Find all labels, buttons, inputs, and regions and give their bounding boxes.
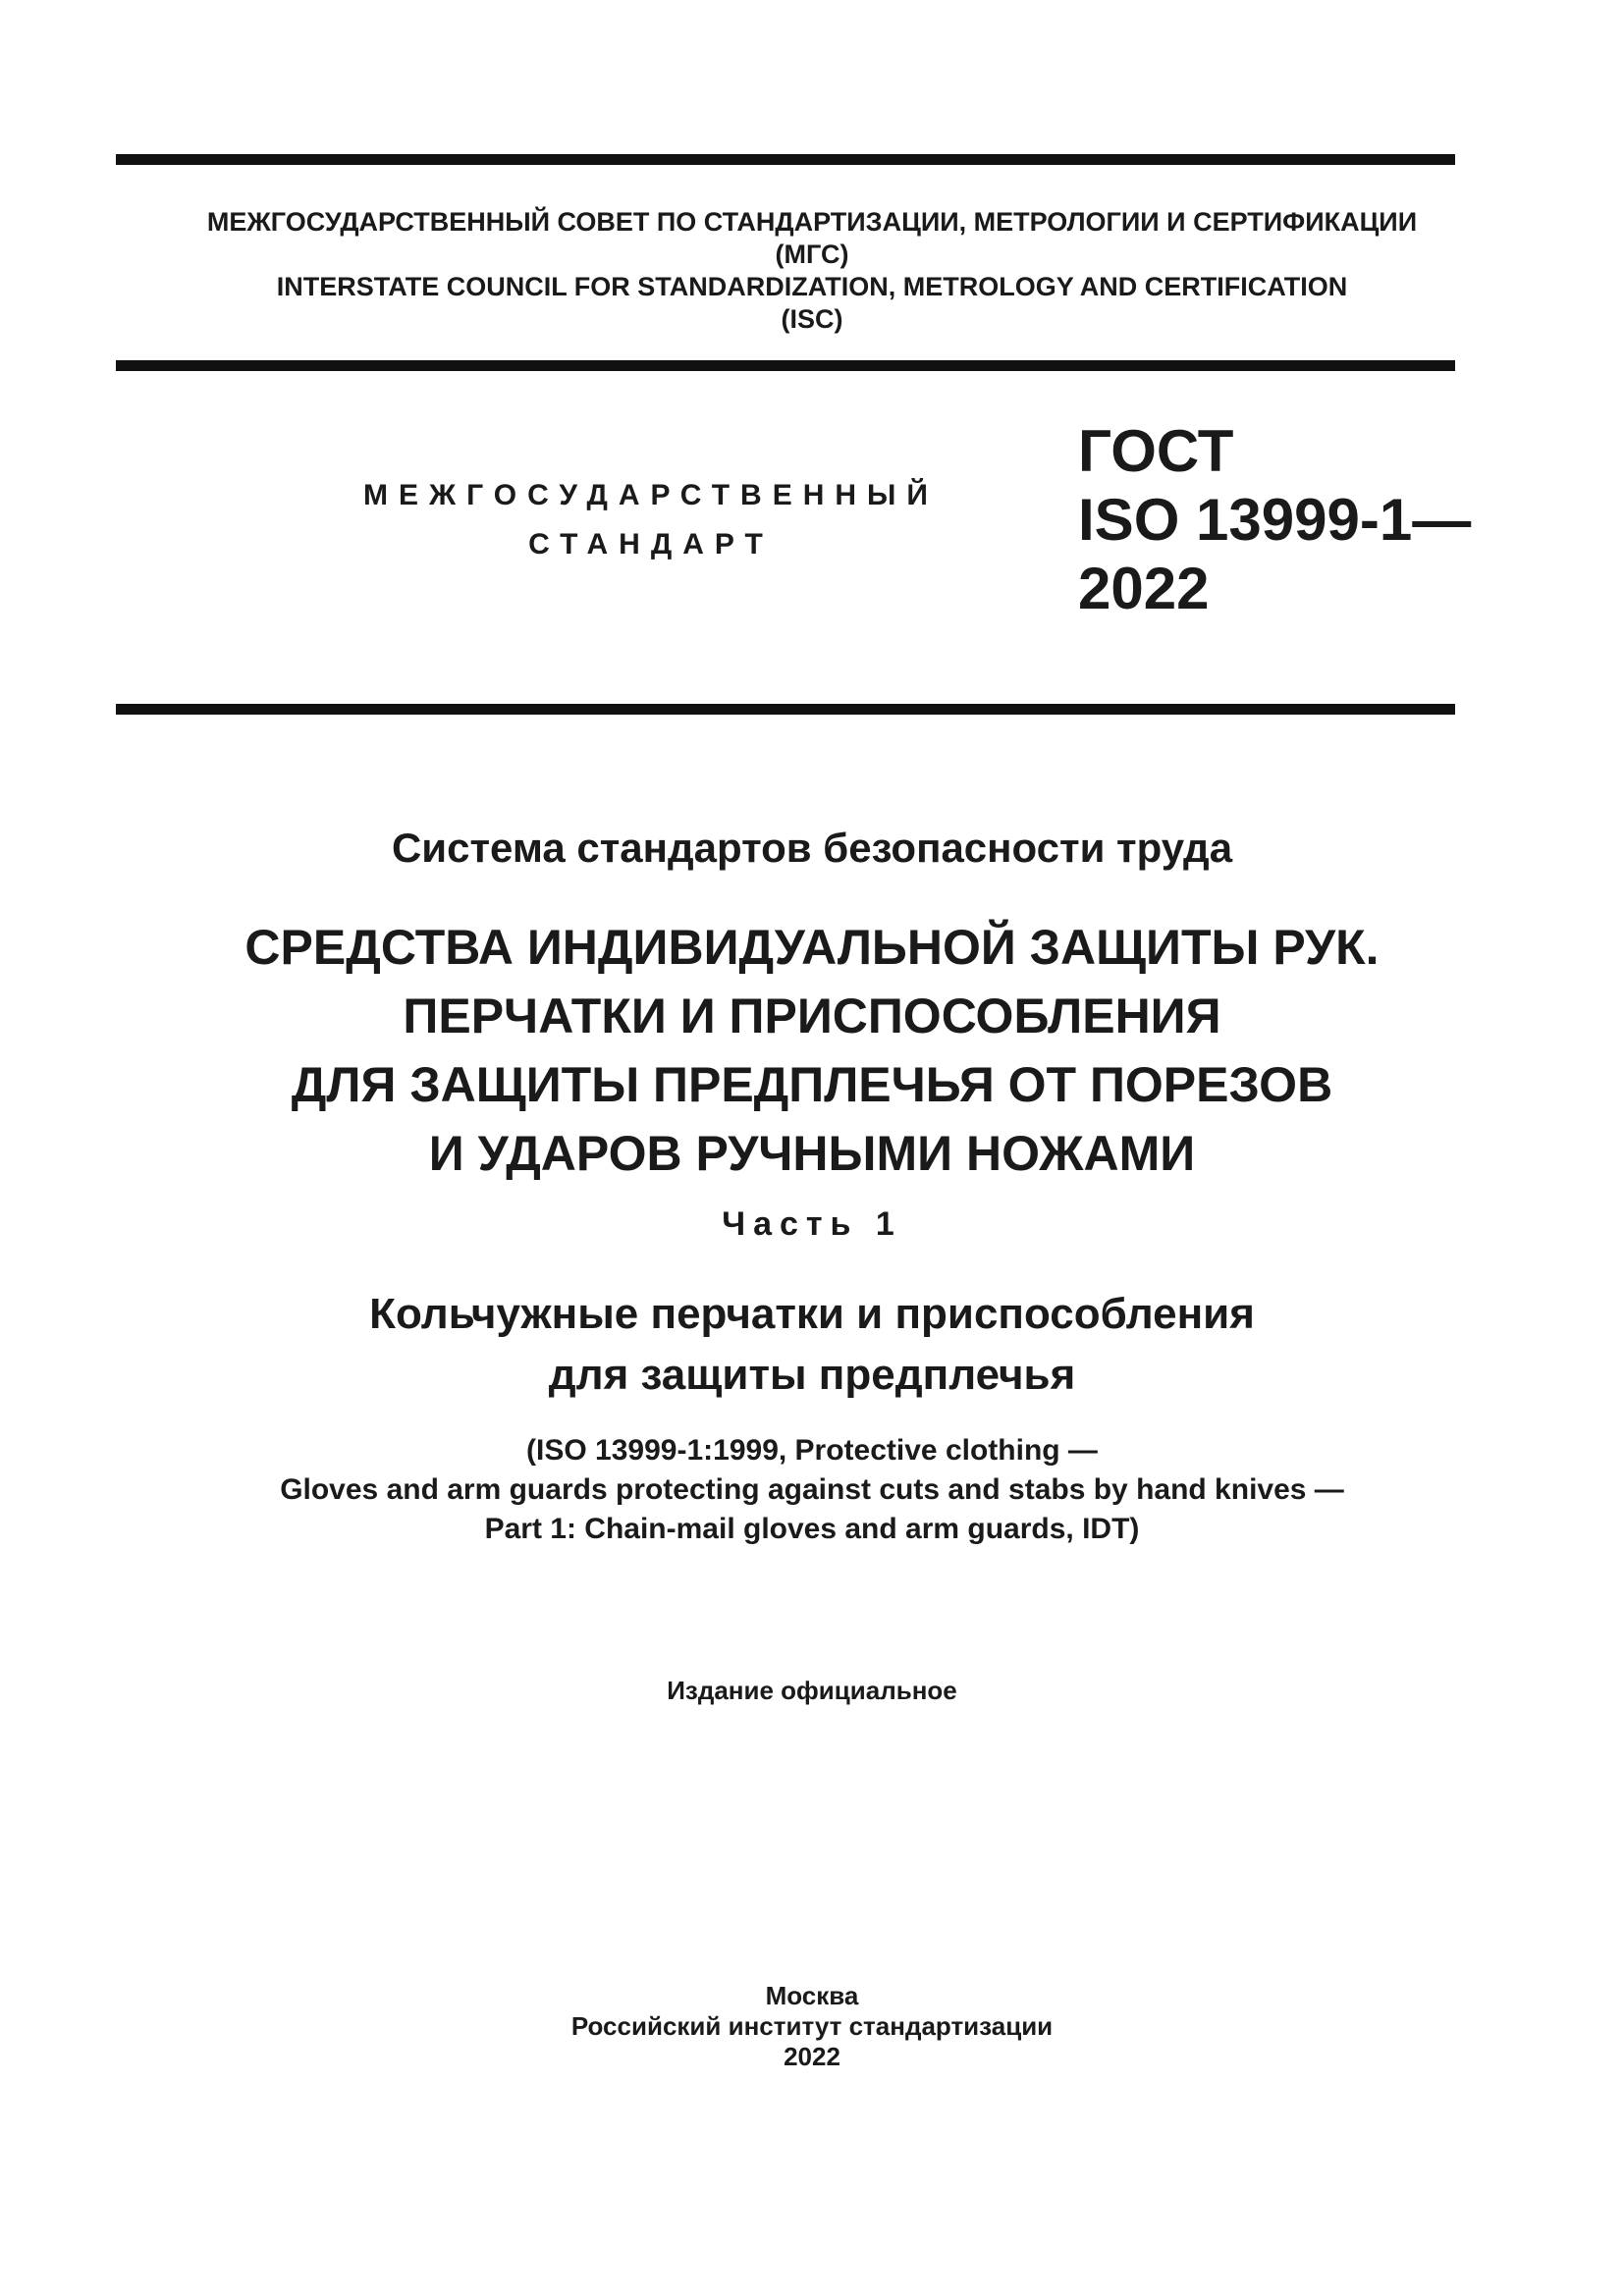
main-title-line: И УДАРОВ РУЧНЫМИ НОЖАМИ <box>428 1126 1196 1181</box>
org-abbr-en: (ISC) <box>781 304 843 334</box>
main-title-line: СРЕДСТВА ИНДИВИДУАЛЬНОЙ ЗАЩИТЫ РУК. <box>244 920 1380 975</box>
part-label: Часть 1 <box>722 1205 902 1243</box>
iso-reference-line: Part 1: Chain-mail gloves and arm guards, IDT) <box>484 1513 1140 1545</box>
middle-rule <box>116 360 1455 371</box>
gost-year: 2022 <box>1078 556 1210 621</box>
gost-label: ГОСТ <box>1078 418 1234 484</box>
year: 2022 <box>784 2042 840 2071</box>
city: Москва <box>765 1981 859 2010</box>
main-title <box>0 913 1624 1188</box>
gost-code: ISO 13999-1— <box>1078 487 1472 553</box>
main-title-line: ДЛЯ ЗАЩИТЫ ПРЕДПЛЕЧЬЯ ОТ ПОРЕЗОВ <box>291 1057 1333 1112</box>
top-rule <box>116 154 1455 165</box>
org-name-ru: МЕЖГОСУДАРСТВЕННЫЙ СОВЕТ ПО СТАНДАРТИЗАЦИИ, МЕТРОЛОГИИ И СЕРТИФИКАЦИИ <box>206 207 1418 237</box>
publisher: Российский институт стандартизации <box>570 2011 1054 2041</box>
edition-label: Издание официальное <box>667 1676 957 1705</box>
system-title: Система стандартов безопасности труда <box>391 825 1233 871</box>
standard-type-line1: МЕЖГОСУДАРСТВЕННЫЙ <box>363 479 939 511</box>
org-abbr-ru: (МГС) <box>775 240 849 269</box>
iso-reference-line: Gloves and arm guards protecting against cuts and stabs by hand knives — <box>280 1473 1344 1506</box>
imprint <box>0 1981 1624 2072</box>
subtitle <box>0 1284 1624 1406</box>
standard-type-line2: СТАНДАРТ <box>528 528 774 561</box>
subtitle-line: Кольчужные перчатки и приспособления <box>369 1290 1255 1338</box>
main-title-line: ПЕРЧАТКИ И ПРИСПОСОБЛЕНИЯ <box>403 988 1221 1043</box>
org-name-en: INTERSTATE COUNCIL FOR STANDARDIZATION, METROLOGY AND CERTIFICATION <box>276 272 1348 301</box>
iso-reference-line: (ISO 13999-1:1999, Protective clothing — <box>526 1434 1098 1467</box>
iso-reference <box>0 1431 1624 1549</box>
subtitle-line: для защиты предплечья <box>548 1351 1076 1399</box>
bottom-rule <box>116 704 1455 715</box>
